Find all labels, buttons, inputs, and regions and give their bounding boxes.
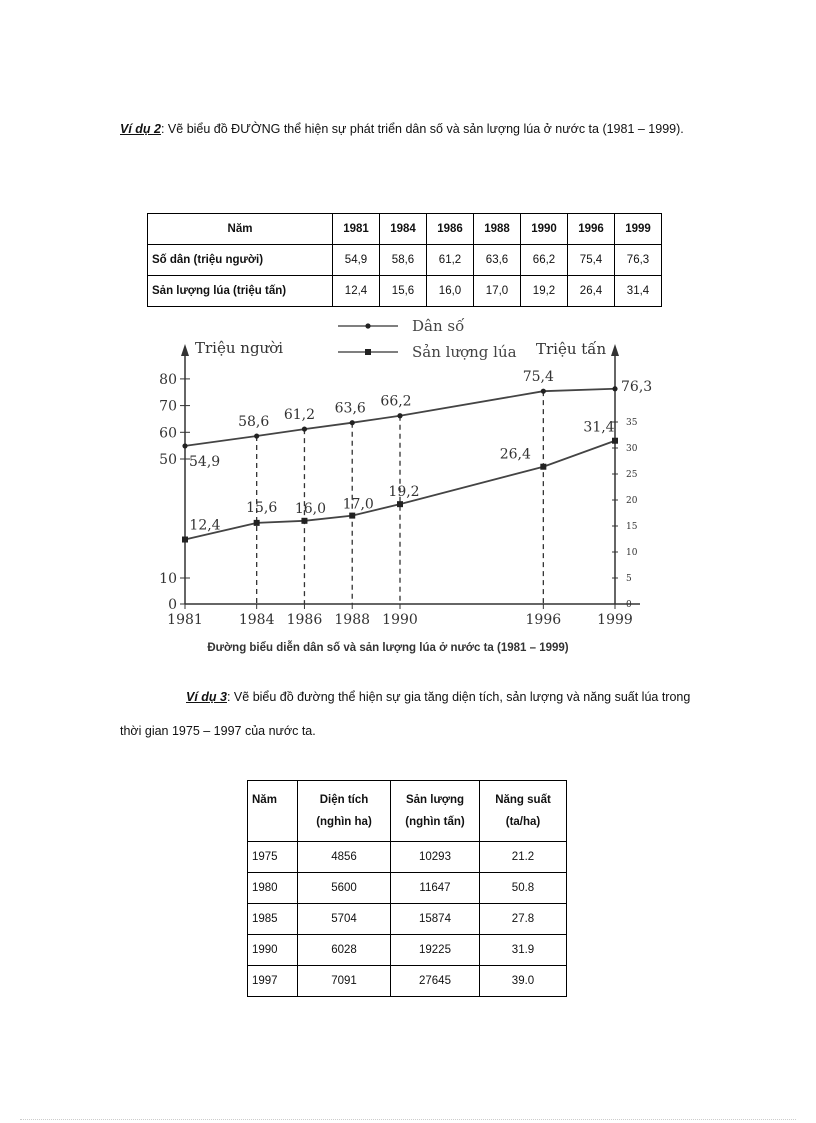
right-tick-label: 10	[626, 548, 638, 558]
rice-data-label: 19,2	[388, 484, 420, 501]
table-cell: 1990	[521, 214, 568, 245]
row-label-cell: Số dân (triệu người)	[148, 245, 333, 276]
rice-data-label: 12,4	[189, 517, 221, 534]
table-row	[148, 245, 662, 276]
example2-text: : Vẽ biểu đồ ĐƯỜNG thể hiện sự phát triển dân số và sản lượng lúa ở nước ta (1981 – 1999).	[160, 122, 684, 136]
table-cell: 50.8	[480, 873, 567, 904]
table-cell: 1984	[380, 214, 427, 245]
rice-point	[612, 438, 618, 444]
table-cell: 76,3	[615, 245, 662, 276]
rice-point	[301, 518, 307, 524]
chart-caption: Đường biểu diễn dân số và sản lượng lúa ở nước ta (1981 – 1999)	[207, 642, 569, 654]
x-tick-label: 1981	[167, 612, 203, 628]
x-tick-label: 1984	[238, 612, 275, 628]
table-cell: 1997	[248, 966, 298, 997]
table-cell: 21.2	[480, 842, 567, 873]
row-label-cell: Năm	[148, 214, 333, 245]
table-cell: 39.0	[480, 966, 567, 997]
table-cell: 1980	[248, 873, 298, 904]
table-row	[248, 873, 567, 904]
rice-point	[182, 537, 188, 543]
table-row	[248, 842, 567, 873]
table-header-row	[248, 781, 567, 842]
population-point	[612, 386, 617, 391]
table-cell: 5600	[298, 873, 391, 904]
table-cell: 26,4	[568, 276, 615, 307]
rice-point	[397, 501, 403, 507]
population-point	[350, 420, 355, 425]
population-data-label: 63,6	[334, 400, 366, 417]
table-cell: 16,0	[427, 276, 474, 307]
table-cell: 7091	[298, 966, 391, 997]
right-tick-label: 30	[626, 444, 638, 454]
population-point	[182, 443, 187, 448]
rice-point	[254, 520, 260, 526]
table-header-row	[148, 214, 662, 245]
table-cell: 1988	[474, 214, 521, 245]
rice-point	[349, 513, 355, 519]
right-tick-label: 35	[626, 418, 638, 428]
population-point	[397, 413, 402, 418]
table-cell: 58,6	[380, 245, 427, 276]
header-cell: Năng suất (ta/ha)	[480, 781, 567, 842]
left-tick-label: 0	[168, 597, 177, 613]
table-cell: 1981	[333, 214, 380, 245]
table-cell: 1985	[248, 904, 298, 935]
table-cell: 5704	[298, 904, 391, 935]
left-tick-label: 70	[159, 398, 177, 415]
page-bottom-divider	[20, 1119, 796, 1120]
right-tick-label: 15	[626, 522, 638, 532]
table-cell: 19225	[391, 935, 480, 966]
header-cell: Năm	[248, 781, 298, 842]
table-cell: 10293	[391, 842, 480, 873]
table-cell: 27645	[391, 966, 480, 997]
left-tick-label: 50	[159, 452, 177, 468]
x-tick-label: 1988	[334, 612, 371, 628]
row-label-cell: Sản lượng lúa (triệu tấn)	[148, 276, 333, 307]
table-cell: 75,4	[568, 245, 615, 276]
table-cell: 1975	[248, 842, 298, 873]
table-cell: 15874	[391, 904, 480, 935]
population-point	[541, 389, 546, 394]
example3-paragraph	[120, 680, 700, 748]
table-cell: 4856	[298, 842, 391, 873]
right-tick-label: 25	[626, 470, 638, 480]
x-tick-label: 1990	[382, 612, 418, 628]
table-cell: 6028	[298, 935, 391, 966]
population-data-label: 76,3	[621, 378, 653, 395]
example3-label: Ví dụ 3	[186, 690, 227, 704]
table-cell: 31.9	[480, 935, 567, 966]
population-data-label: 54,9	[189, 453, 221, 470]
table-cell: 11647	[391, 873, 480, 904]
right-axis-arrow	[611, 344, 619, 356]
example2-paragraph	[120, 112, 700, 146]
left-tick-label: 60	[159, 425, 177, 442]
table-cell: 66,2	[521, 245, 568, 276]
population-data-label: 58,6	[238, 414, 270, 431]
x-tick-label: 1986	[286, 612, 323, 628]
left-tick-label: 80	[159, 371, 177, 388]
header-cell: Sản lượng (nghìn tấn)	[391, 781, 480, 842]
table-cell: 31,4	[615, 276, 662, 307]
table-row	[148, 276, 662, 307]
left-tick-label: 10	[159, 571, 177, 587]
right-tick-label: 0	[626, 600, 632, 610]
legend-marker-population	[365, 323, 370, 328]
table-cell: 1990	[248, 935, 298, 966]
table-row	[248, 904, 567, 935]
left-axis-arrow	[181, 344, 189, 356]
right-tick-label: 5	[626, 574, 632, 584]
table-cell: 19,2	[521, 276, 568, 307]
population-data-label: 66,2	[380, 393, 412, 410]
rice-area-output-table	[247, 780, 567, 997]
example2-label: Ví dụ 2	[120, 122, 161, 136]
rice-point	[540, 464, 546, 470]
population-point	[302, 426, 307, 431]
table-cell: 63,6	[474, 245, 521, 276]
table-cell: 15,6	[380, 276, 427, 307]
rice-data-label: 17,0	[342, 496, 374, 513]
population-rice-line-chart	[150, 312, 670, 657]
population-rice-table	[147, 213, 662, 307]
table-row	[248, 966, 567, 997]
x-tick-label: 1996	[525, 612, 562, 628]
rice-data-label: 31,4	[583, 419, 615, 436]
table-cell: 27.8	[480, 904, 567, 935]
table-cell: 12,4	[333, 276, 380, 307]
legend-label-population: Dân số	[412, 317, 465, 335]
left-axis-label: Triệu người	[195, 339, 284, 357]
example3-text: : Vẽ biểu đồ đường thể hiện sự gia tăng diện tích, sản lượng và năng suất lúa trong thời gian 1975 – 1997 của nước ta.	[120, 690, 691, 738]
table-cell: 1999	[615, 214, 662, 245]
table-cell: 1986	[427, 214, 474, 245]
population-point	[254, 433, 259, 438]
table-cell: 1996	[568, 214, 615, 245]
population-data-label: 75,4	[522, 369, 554, 386]
table-cell: 17,0	[474, 276, 521, 307]
header-cell: Diện tích (nghìn ha)	[298, 781, 391, 842]
table-row	[248, 935, 567, 966]
right-axis-label: Triệu tấn	[536, 340, 607, 358]
rice-data-label: 15,6	[246, 499, 278, 516]
population-data-label: 61,2	[283, 407, 316, 424]
right-tick-label: 20	[626, 496, 638, 506]
legend-marker-rice	[365, 349, 371, 355]
table-cell: 61,2	[427, 245, 474, 276]
x-tick-label: 1999	[597, 612, 633, 628]
rice-data-label: 16,0	[294, 500, 327, 517]
legend-label-rice: Sản lượng lúa	[412, 343, 517, 361]
table-cell: 54,9	[333, 245, 380, 276]
rice-data-label: 26,4	[499, 446, 531, 463]
